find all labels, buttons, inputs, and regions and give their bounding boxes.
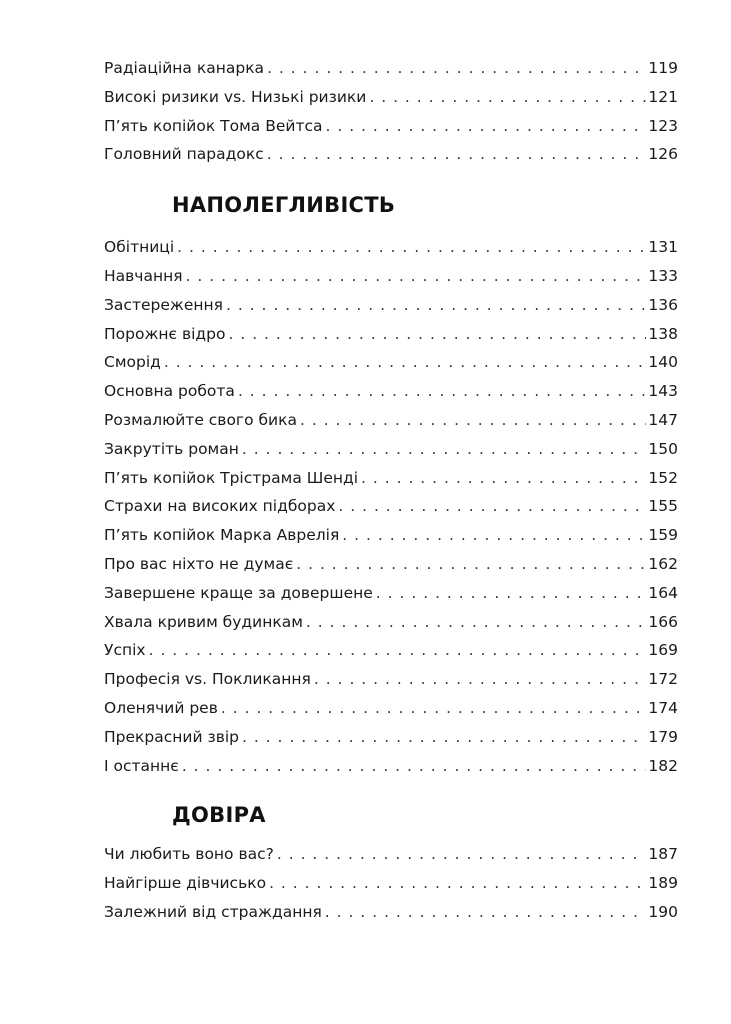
toc-entry[interactable] bbox=[104, 435, 678, 464]
toc-entry-page: 136 bbox=[648, 295, 678, 314]
toc-entry-page: 138 bbox=[648, 324, 678, 343]
table-of-contents bbox=[104, 54, 678, 927]
toc-entry-page: 172 bbox=[648, 670, 678, 689]
dot-leader bbox=[242, 435, 647, 464]
toc-entry-page: 179 bbox=[648, 727, 678, 746]
toc-entry-title: Страхи на високих підборах bbox=[104, 497, 336, 516]
section-heading-persistence: НАПОЛЕГЛИВІСТЬ bbox=[172, 193, 396, 218]
toc-entry[interactable] bbox=[104, 665, 678, 694]
dot-leader bbox=[149, 636, 647, 665]
toc-entry-page: 155 bbox=[648, 497, 678, 516]
dot-leader bbox=[338, 492, 646, 521]
toc-entry[interactable] bbox=[104, 377, 678, 406]
toc-entry-title: Найгірше дівчисько bbox=[104, 874, 267, 893]
dot-leader bbox=[277, 840, 647, 869]
toc-entry-title: Закрутіть роман bbox=[104, 439, 239, 458]
dot-leader bbox=[325, 898, 647, 927]
toc-entry[interactable] bbox=[104, 348, 678, 377]
dot-leader bbox=[242, 723, 646, 752]
dot-leader bbox=[361, 464, 646, 493]
toc-entry-title: Головний парадокс bbox=[104, 145, 264, 164]
dot-leader bbox=[296, 550, 646, 579]
toc-entry[interactable] bbox=[104, 752, 678, 781]
dot-leader bbox=[269, 869, 646, 898]
toc-entry[interactable] bbox=[104, 723, 678, 752]
toc-entry-title: Розмалюйте свого бика bbox=[104, 410, 297, 429]
toc-section-persistence bbox=[104, 233, 678, 780]
toc-entry-title: Навчання bbox=[104, 266, 183, 285]
toc-entry-title: Порожнє відро bbox=[104, 324, 226, 343]
toc-entry[interactable] bbox=[104, 83, 678, 112]
toc-entry-page: 187 bbox=[648, 845, 678, 864]
toc-entry-page: 169 bbox=[648, 641, 678, 660]
toc-entry-page: 152 bbox=[648, 468, 678, 487]
toc-entry-page: 190 bbox=[648, 902, 678, 921]
toc-entry-page: 147 bbox=[648, 410, 678, 429]
dot-leader bbox=[306, 608, 647, 637]
toc-entry-title: Професія vs. Покликання bbox=[104, 670, 311, 689]
toc-entry-page: 164 bbox=[648, 583, 678, 602]
dot-leader bbox=[177, 233, 646, 262]
toc-entry-title: Хвала кривим будинкам bbox=[104, 612, 303, 631]
section-heading-trust: ДОВІРА bbox=[172, 803, 266, 828]
toc-entry[interactable] bbox=[104, 869, 678, 898]
toc-entry-page: 143 bbox=[648, 382, 678, 401]
dot-leader bbox=[326, 112, 647, 141]
toc-entry[interactable] bbox=[104, 54, 678, 83]
toc-entry-title: Радіаційна канарка bbox=[104, 59, 265, 77]
toc-entry-page: 189 bbox=[648, 874, 678, 893]
toc-entry-page: 159 bbox=[648, 526, 678, 545]
toc-entry-page: 140 bbox=[648, 353, 678, 372]
toc-entry-title: Успіх bbox=[104, 641, 146, 660]
toc-entry-page: 123 bbox=[648, 116, 678, 135]
toc-entry-title: П’ять копійок Трістрама Шенді bbox=[104, 468, 359, 487]
toc-entry[interactable] bbox=[104, 112, 678, 141]
toc-entry[interactable] bbox=[104, 898, 678, 927]
toc-entry-page: 131 bbox=[648, 238, 678, 257]
toc-entry[interactable] bbox=[104, 262, 678, 291]
toc-entry-title: Високі ризики vs. Низькі ризики bbox=[104, 87, 367, 106]
toc-entry-page: 133 bbox=[648, 266, 678, 285]
toc-entry[interactable] bbox=[104, 140, 678, 169]
toc-entry-title: Основна робота bbox=[104, 382, 235, 401]
toc-entry-title: Оленячий рев bbox=[104, 698, 218, 717]
dot-leader bbox=[267, 54, 646, 83]
toc-entry[interactable] bbox=[104, 320, 678, 349]
dot-leader bbox=[342, 521, 646, 550]
toc-entry-title: Сморід bbox=[104, 353, 161, 372]
toc-entry-page: 126 bbox=[648, 145, 678, 164]
toc-entry-page: 174 bbox=[648, 698, 678, 717]
toc-entry[interactable] bbox=[104, 636, 678, 665]
toc-entry[interactable] bbox=[104, 233, 678, 262]
toc-entry[interactable] bbox=[104, 464, 678, 493]
toc-entry-title: Чи любить воно вас? bbox=[104, 845, 274, 864]
toc-group-1 bbox=[104, 54, 678, 169]
toc-entry-title: Обітниці bbox=[104, 238, 175, 257]
toc-entry-title: І останнє bbox=[104, 756, 179, 775]
toc-entry[interactable] bbox=[104, 521, 678, 550]
toc-entry[interactable] bbox=[104, 492, 678, 521]
dot-leader bbox=[238, 377, 646, 406]
toc-section-trust bbox=[104, 840, 678, 926]
toc-entry[interactable] bbox=[104, 608, 678, 637]
toc-entry-page: 182 bbox=[648, 756, 678, 775]
dot-leader bbox=[314, 665, 647, 694]
toc-entry-page: 166 bbox=[648, 612, 678, 631]
toc-entry[interactable] bbox=[104, 579, 678, 608]
dot-leader bbox=[369, 83, 646, 112]
toc-entry-title: Про вас ніхто не думає bbox=[104, 554, 294, 573]
dot-leader bbox=[376, 579, 647, 608]
toc-entry-page: 150 bbox=[648, 439, 678, 458]
toc-entry-title: Завершене краще за довершене bbox=[104, 583, 373, 602]
toc-entry-title: П’ять копійок Тома Вейтса bbox=[104, 116, 323, 135]
toc-entry[interactable] bbox=[104, 550, 678, 579]
toc-entry[interactable] bbox=[104, 694, 678, 723]
dot-leader bbox=[228, 320, 646, 349]
toc-entry-page: 119 bbox=[648, 59, 678, 77]
toc-entry-page: 162 bbox=[648, 554, 678, 573]
toc-entry[interactable] bbox=[104, 291, 678, 320]
dot-leader bbox=[300, 406, 646, 435]
toc-entry-title: Застереження bbox=[104, 295, 223, 314]
dot-leader bbox=[186, 262, 647, 291]
dot-leader bbox=[182, 752, 647, 781]
toc-entry-title: Прекрасний звір bbox=[104, 727, 239, 746]
dot-leader bbox=[226, 291, 646, 320]
dot-leader bbox=[267, 140, 647, 169]
toc-entry[interactable] bbox=[104, 406, 678, 435]
toc-entry[interactable] bbox=[104, 840, 678, 869]
toc-entry-title: П’ять копійок Марка Аврелія bbox=[104, 526, 340, 545]
toc-entry-page: 121 bbox=[648, 87, 678, 106]
toc-entry-title: Залежний від страждання bbox=[104, 902, 322, 921]
dot-leader bbox=[221, 694, 647, 723]
dot-leader bbox=[164, 348, 647, 377]
